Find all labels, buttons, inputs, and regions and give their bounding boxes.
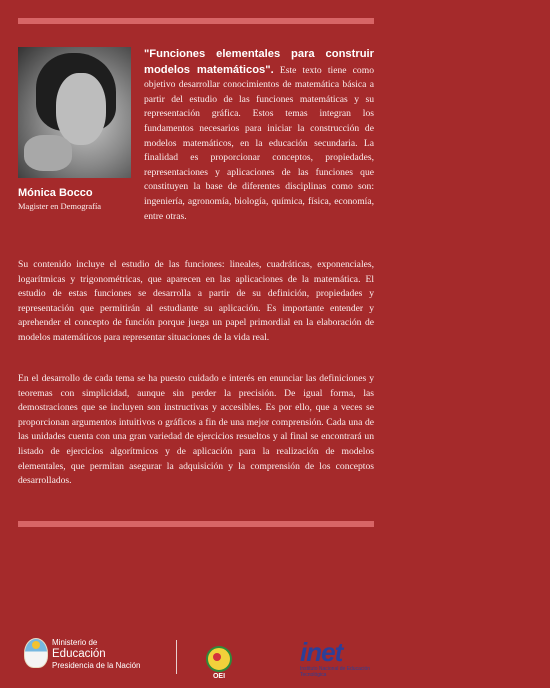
ministerio-line1: Ministerio de	[52, 638, 98, 647]
methodology-paragraph: En el desarrollo de cada tema se ha puesto cuidado e interés en enunciar las definiciones y teoremas con simplicidad, aunque sin perder la precisión. De igual forma, las demostraciones que se incluyen son instructivas y accesibles. Es por ello, que a veces se proporcionan argumentos intuitivos o gráficos a fin de una mejor comprensión. Cada una de las unidades cuenta con una gran variedad de ejercicios resueltos y al final se encontrará un listado de ejercicios algorítmicos y de aplicación para la realización de modelos elementales, que permitan asegurar la adquisición y la comprensión de los conceptos desarrollados.	[18, 373, 374, 487]
ministerio-line2: Educación	[52, 648, 106, 660]
bottom-rule	[18, 521, 374, 527]
oei-emblem-icon	[206, 646, 232, 672]
inet-wordmark: inet	[300, 637, 343, 667]
author-name: Mónica Bocco	[18, 187, 93, 199]
intro-text: Este texto tiene como objetivo desarrollar conocimientos de matemática básica a partir del estudio de las funciones matemáticas y su representación gráfica. Estos temas integran los fundamentos necesarios para iniciar la construcción de modelos matemáticos, en la educación secundaria. La finalidad es proporcionar conceptos, propiedades, representaciones y aplicaciones de las funciones que constituyen la base de diferentes disciplinas como son: ingeniería, agronomía, biología, química, física, economía, entre otras.	[144, 64, 374, 222]
argentina-seal-icon	[24, 638, 48, 668]
sun-icon	[32, 641, 40, 649]
author-role: Magister en Demografía	[18, 201, 102, 211]
oei-logo	[202, 646, 236, 680]
oei-label: OEI	[212, 673, 226, 680]
photo-hand-shape	[24, 135, 72, 171]
top-rule	[18, 18, 374, 24]
logo-strip	[0, 636, 550, 682]
photo-face-shape	[56, 73, 106, 145]
ministerio-divider	[176, 640, 177, 674]
contents-paragraph: Su contenido incluye el estudio de las funciones: lineales, cuadráticas, exponenciales, logarítmicas y trigonométricas, que aparecen en las aplicaciones de la matemática. El estudio de estas funciones se desarrolla a partir de su definición, propiedades y representación que permitirán al estudiante su aplicación. Es importante entender y aprehender el concepto de función porque juega un papel primordial en la elaboración de modelos matemáticos para representar situaciones de la vida real.	[18, 259, 374, 343]
book-title: "Funciones elementales para construir modelos matemáticos".	[144, 48, 374, 76]
ministerio-line3: Presidencia de la Nación	[52, 661, 141, 670]
inet-subtitle: Instituto Nacional de Educación Tecnológica	[300, 666, 371, 678]
inet-logo	[300, 638, 380, 680]
author-photo	[18, 47, 131, 178]
intro-paragraph	[144, 47, 374, 224]
ministerio-logo	[24, 638, 174, 680]
ministerio-text	[52, 638, 182, 671]
